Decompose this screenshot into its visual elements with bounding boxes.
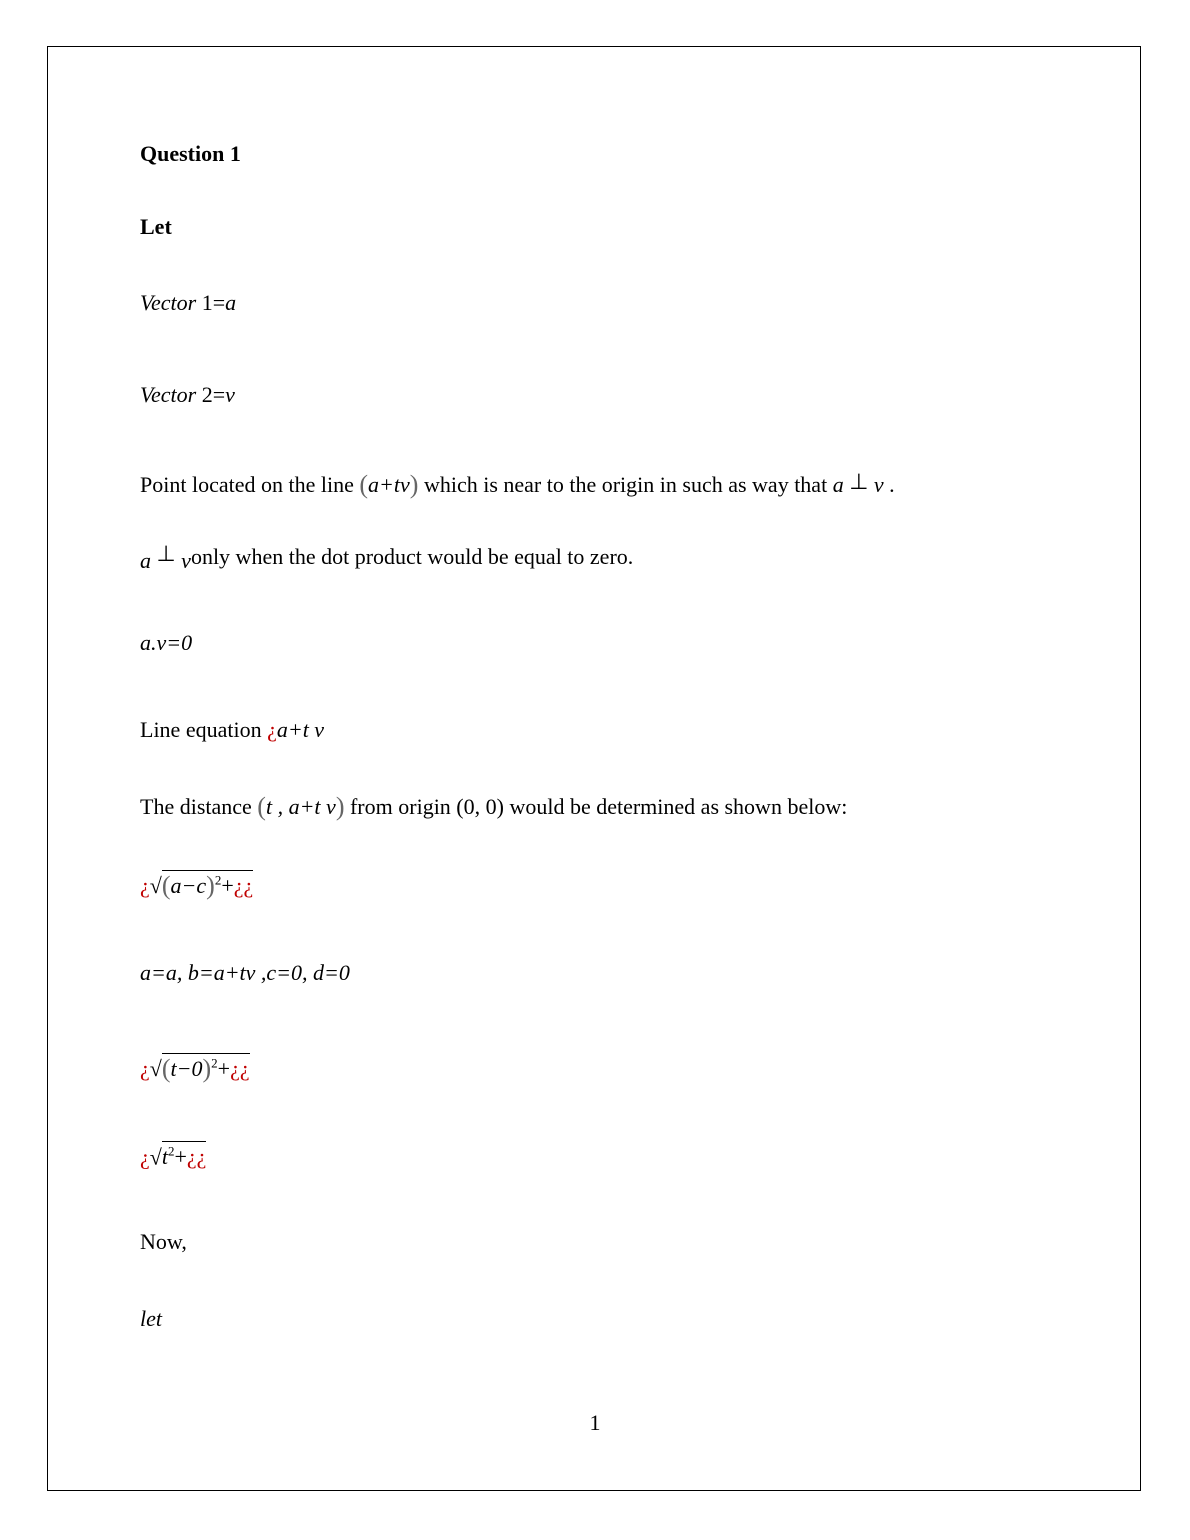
inverted-question-mark: ¿ <box>140 1056 150 1081</box>
line-eq-text: Line equation <box>140 717 268 742</box>
point-end: . <box>889 472 895 497</box>
distance-expr: t , a+t v <box>265 794 336 819</box>
formula1-exp: 2 <box>214 872 222 888</box>
question-heading: Question 1 <box>140 141 241 166</box>
assignment-line: a=a, b=a+tv ,c=0, d=0 <box>140 960 350 985</box>
paren-open-2: ( <box>257 792 266 821</box>
formula2-inner: t−0 <box>170 1056 203 1081</box>
vector2-val: v <box>225 382 235 407</box>
now-text: Now, <box>140 1229 187 1254</box>
inverted-question-mark: ¿ <box>140 1144 150 1170</box>
inverted-question-marks: ¿¿ <box>233 873 254 898</box>
paren-close-2: ) <box>335 792 345 821</box>
formula1-plus: + <box>221 873 234 898</box>
vector1-val: a <box>225 290 237 315</box>
perp-symbol: ⊥ <box>849 469 869 494</box>
formula1-inner: a−c <box>170 873 207 898</box>
perp-text: only when the dot product would be equal to zero. <box>190 544 634 569</box>
sqrt-icon: √ <box>149 1144 162 1170</box>
vector1-eq: = <box>212 290 226 315</box>
point-v: v <box>873 472 884 497</box>
sqrt-icon: √ <box>149 1056 162 1081</box>
vector2-name: Vector <box>140 382 197 407</box>
distance-formula-1 <box>140 872 253 898</box>
vector1-name: Vector <box>140 290 197 315</box>
distance-sentence <box>140 793 847 819</box>
point-a: a <box>832 472 844 497</box>
distance-formula-2 <box>140 1055 250 1081</box>
paren-close: ) <box>409 470 419 499</box>
distance-text-pre: The distance <box>140 794 258 819</box>
page-border <box>47 46 1141 1491</box>
perp-v: v <box>181 548 191 573</box>
point-text-pre: Point located on the line <box>140 472 360 497</box>
point-sentence <box>140 471 895 497</box>
vector2-definition <box>140 384 235 406</box>
page-number: 1 <box>589 1410 601 1435</box>
inverted-question-mark: ¿ <box>140 873 150 898</box>
vector1-definition <box>140 292 236 314</box>
formula2-exp: 2 <box>211 1055 218 1071</box>
dot-product-equation: a.v=0 <box>140 630 193 655</box>
paren-close-4: ) <box>202 1054 212 1083</box>
formula3-plus: + <box>174 1144 187 1170</box>
vector2-eq: = <box>212 382 226 407</box>
inverted-question-mark: ¿ <box>267 717 277 742</box>
inverted-question-marks: ¿¿ <box>230 1056 250 1081</box>
distance-text-post: from origin (0, 0) would be determined as shown below: <box>344 794 848 819</box>
formula3-base: t <box>161 1144 168 1170</box>
paren-close-3: ) <box>206 871 215 900</box>
line-eq-expr: a+t v <box>276 717 325 742</box>
formula3-exp: 2 <box>167 1144 175 1159</box>
let-heading: Let <box>140 214 172 239</box>
perp-symbol-2: ⊥ <box>156 541 176 566</box>
inverted-question-marks: ¿¿ <box>186 1144 207 1170</box>
point-expr: a+tv <box>368 472 410 497</box>
perp-sentence <box>140 541 634 573</box>
paren-open-4: ( <box>161 1054 171 1083</box>
paren-open: ( <box>359 470 369 499</box>
distance-formula-3 <box>140 1145 206 1168</box>
line-equation <box>140 719 324 741</box>
formula2-plus: + <box>217 1056 231 1081</box>
vector2-num: 2 <box>201 382 213 407</box>
perp-a: a <box>140 548 151 573</box>
point-text-post: which is near to the origin in such as way that <box>418 472 833 497</box>
let-text: let <box>140 1306 162 1331</box>
vector1-num: 1 <box>201 290 213 315</box>
sqrt-icon: √ <box>149 873 162 898</box>
paren-open-3: ( <box>161 871 171 900</box>
